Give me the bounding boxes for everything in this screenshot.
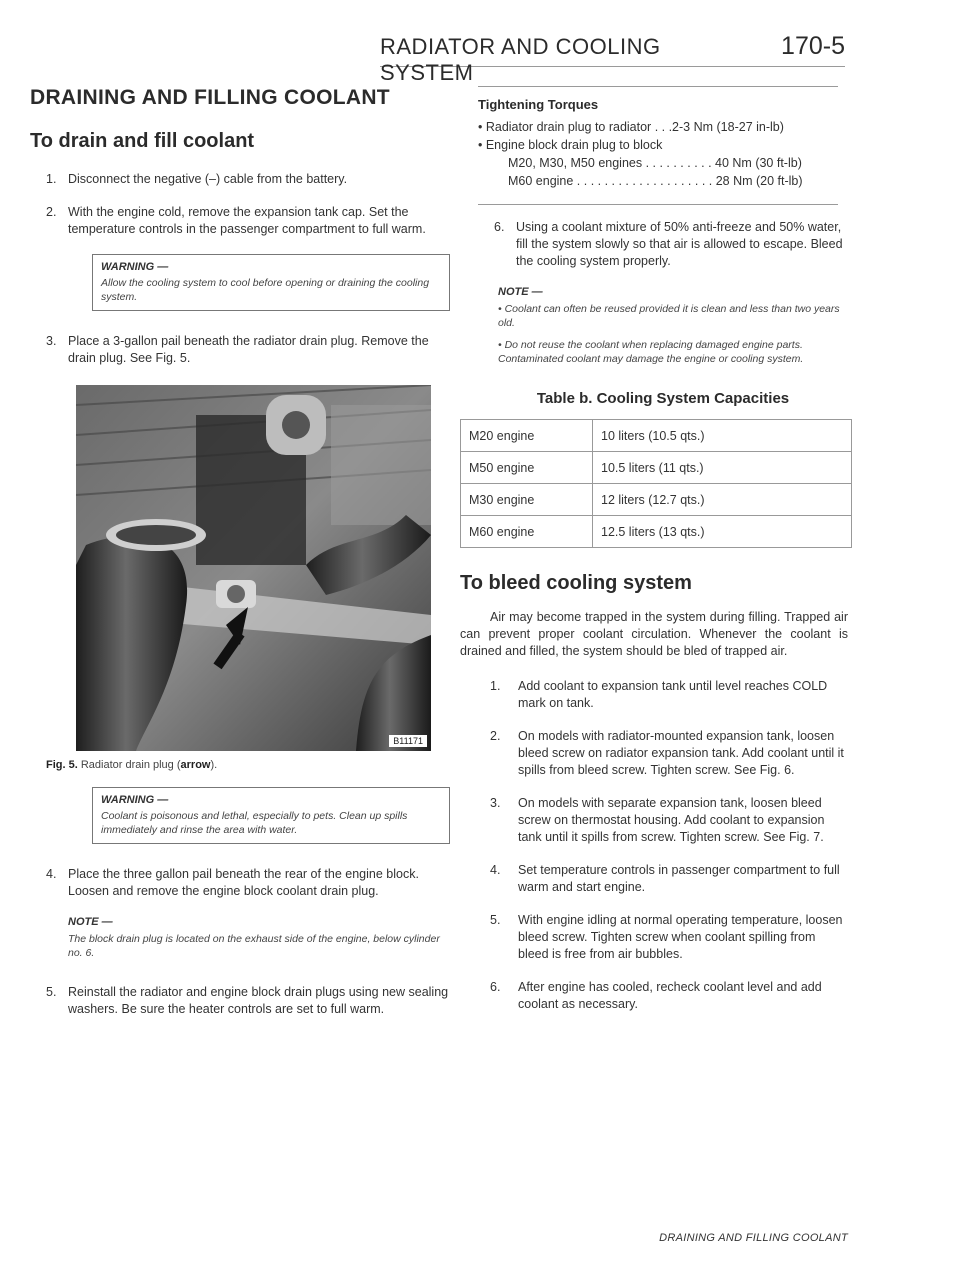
page-number: 170-5 (781, 32, 845, 60)
step-text: On models with separate expansion tank, loosen bleed screw on thermostat housing. Add coolant to expansion tank until it spills from screw. Tighten screw. See Fig. 7. (518, 796, 825, 844)
note-item: • Coolant can often be reused provided it is clean and less than two years old. (498, 303, 840, 329)
drain-step-2 (30, 204, 450, 238)
bleed-step-3 (478, 795, 848, 846)
torque-line: • Radiator drain plug to radiator . . .2-3 Nm (18-27 in-lb) (478, 120, 784, 134)
step-text: With engine idling at normal operating temperature, loosen bleed screw. Tighten screw when coolant spilling from bleed is free from air bubbles. (518, 913, 843, 961)
capacity-cell: 12.5 liters (13 qts.) (593, 516, 852, 548)
table-row (461, 484, 852, 516)
torques-title: Tightening Torques (478, 97, 599, 112)
note-block-drain (68, 916, 450, 960)
torque-line: M20, M30, M50 engines . . . . . . . . . . 40 Nm (30 ft-lb) (508, 156, 802, 170)
caption-end: ). (210, 759, 218, 771)
table-row (461, 516, 852, 548)
drain-step-3 (30, 333, 450, 367)
step-number: 1. (490, 679, 501, 693)
step-number: 2. (46, 205, 57, 219)
engine-cell: M60 engine (461, 516, 593, 548)
note-item: • Do not reuse the coolant when replacing damaged engine parts. Contaminated coolant may damage the engine or cooling system. (498, 339, 804, 365)
table-row (461, 452, 852, 484)
note-list (498, 302, 848, 366)
bleed-steps (478, 678, 848, 1013)
step-text: After engine has cooled, recheck coolant level and add coolant as necessary. (518, 980, 822, 1011)
bleed-heading: To bleed cooling system (460, 572, 692, 594)
step-text: Add coolant to expansion tank until level reaches COLD mark on tank. (518, 679, 828, 710)
step-text: On models with radiator-mounted expansion tank, loosen bleed screw on radiator expansion tank. Add coolant until it spills from bleed screw. Tighten screw. See Fig. 6. (518, 729, 844, 777)
engine-cell: M50 engine (461, 452, 593, 484)
torque-line: • Engine block drain plug to block (478, 138, 663, 152)
torque-line: M60 engine . . . . . . . . . . . . . . . . . . . . 28 Nm (20 ft-lb) (508, 174, 803, 188)
step-number: 3. (490, 796, 501, 810)
bleed-step-5 (478, 912, 848, 963)
warning-coolant-poison (92, 787, 450, 844)
photo-illustration (76, 385, 431, 751)
drain-step-4 (30, 866, 450, 900)
note-title: NOTE — (498, 286, 543, 298)
engine-cell: M30 engine (461, 484, 593, 516)
capacity-cell: 10.5 liters (11 qts.) (593, 452, 852, 484)
bleed-step-6 (478, 979, 848, 1013)
warning-text: Coolant is poisonous and lethal, especially to pets. Clean up spills immediately and rinse the area with water. (101, 810, 408, 836)
tightening-torques-box (478, 86, 838, 205)
warning-title: WARNING — (101, 261, 169, 273)
caption-text: Radiator drain plug ( (80, 759, 181, 771)
caption-bold: arrow (180, 759, 211, 771)
bleed-step-4 (478, 862, 848, 896)
figure-label: Fig. 5. (46, 759, 78, 771)
capacities-table (460, 419, 852, 548)
page-footer: DRAINING AND FILLING COOLANT (659, 1232, 848, 1244)
note-block-coolant (498, 286, 848, 366)
section-title: DRAINING AND FILLING COOLANT (30, 86, 390, 109)
header-title: RADIATOR AND COOLING SYSTEM (380, 34, 661, 85)
table-title: Table b. Cooling System Capacities (536, 390, 790, 407)
bleed-step-1 (478, 678, 848, 712)
step-text: Place the three gallon pail beneath the rear of the engine block. Loosen and remove the engine block coolant drain plug. (68, 867, 419, 898)
step-number: 4. (46, 867, 57, 881)
bleed-intro: Air may become trapped in the system during filling. Trapped air can prevent proper coolant circulation. Whenever the coolant is drained and filled, the system should be bled of trapped air. (460, 610, 848, 658)
capacity-cell: 10 liters (10.5 qts.) (593, 420, 852, 452)
note-text: The block drain plug is located on the exhaust side of the engine, below cylinder no. 6. (68, 933, 440, 959)
step-number: 6. (494, 220, 505, 234)
warning-text: Allow the cooling system to cool before opening or draining the cooling system. (101, 277, 430, 303)
step-number: 6. (490, 980, 501, 994)
note-title: NOTE — (68, 916, 113, 928)
step-number: 4. (490, 863, 501, 877)
step-text: Disconnect the negative (–) cable from the battery. (68, 172, 348, 186)
left-column (30, 86, 450, 1034)
figure-caption (46, 759, 450, 771)
warning-cool-down (92, 254, 450, 311)
drain-step-6 (478, 219, 848, 270)
engine-cell: M20 engine (461, 420, 593, 452)
capacity-cell: 12 liters (12.7 qts.) (593, 484, 852, 516)
step-text: Using a coolant mixture of 50% anti-freeze and 50% water, fill the system slowly so that air is allowed to escape. Bleed the cooling system properly. (516, 220, 843, 268)
step-text: Set temperature controls in passenger compartment to full warm and start engine. (518, 863, 840, 894)
table-row (461, 420, 852, 452)
figure-code: B11171 (389, 735, 427, 747)
step-number: 5. (46, 985, 57, 999)
page-header (380, 30, 845, 85)
step-number: 3. (46, 334, 57, 348)
radiator-drain-plug-photo (76, 385, 431, 751)
step-text: With the engine cold, remove the expansion tank cap. Set the temperature controls in the passenger compartment to full warm. (68, 205, 426, 236)
drain-step-5 (30, 984, 450, 1018)
step-number: 1. (46, 172, 57, 186)
drain-fill-heading: To drain and fill coolant (30, 130, 255, 152)
right-column (460, 86, 848, 1029)
step-text: Place a 3-gallon pail beneath the radiator drain plug. Remove the drain plug. See Fig. 5. (68, 334, 429, 365)
warning-title: WARNING — (101, 794, 169, 806)
step-number: 2. (490, 729, 501, 743)
step-number: 5. (490, 913, 501, 927)
step-text: Reinstall the radiator and engine block drain plugs using new sealing washers. Be sure the heater controls are set to full warm. (68, 985, 449, 1016)
bleed-step-2 (478, 728, 848, 779)
drain-step-1 (30, 171, 450, 188)
